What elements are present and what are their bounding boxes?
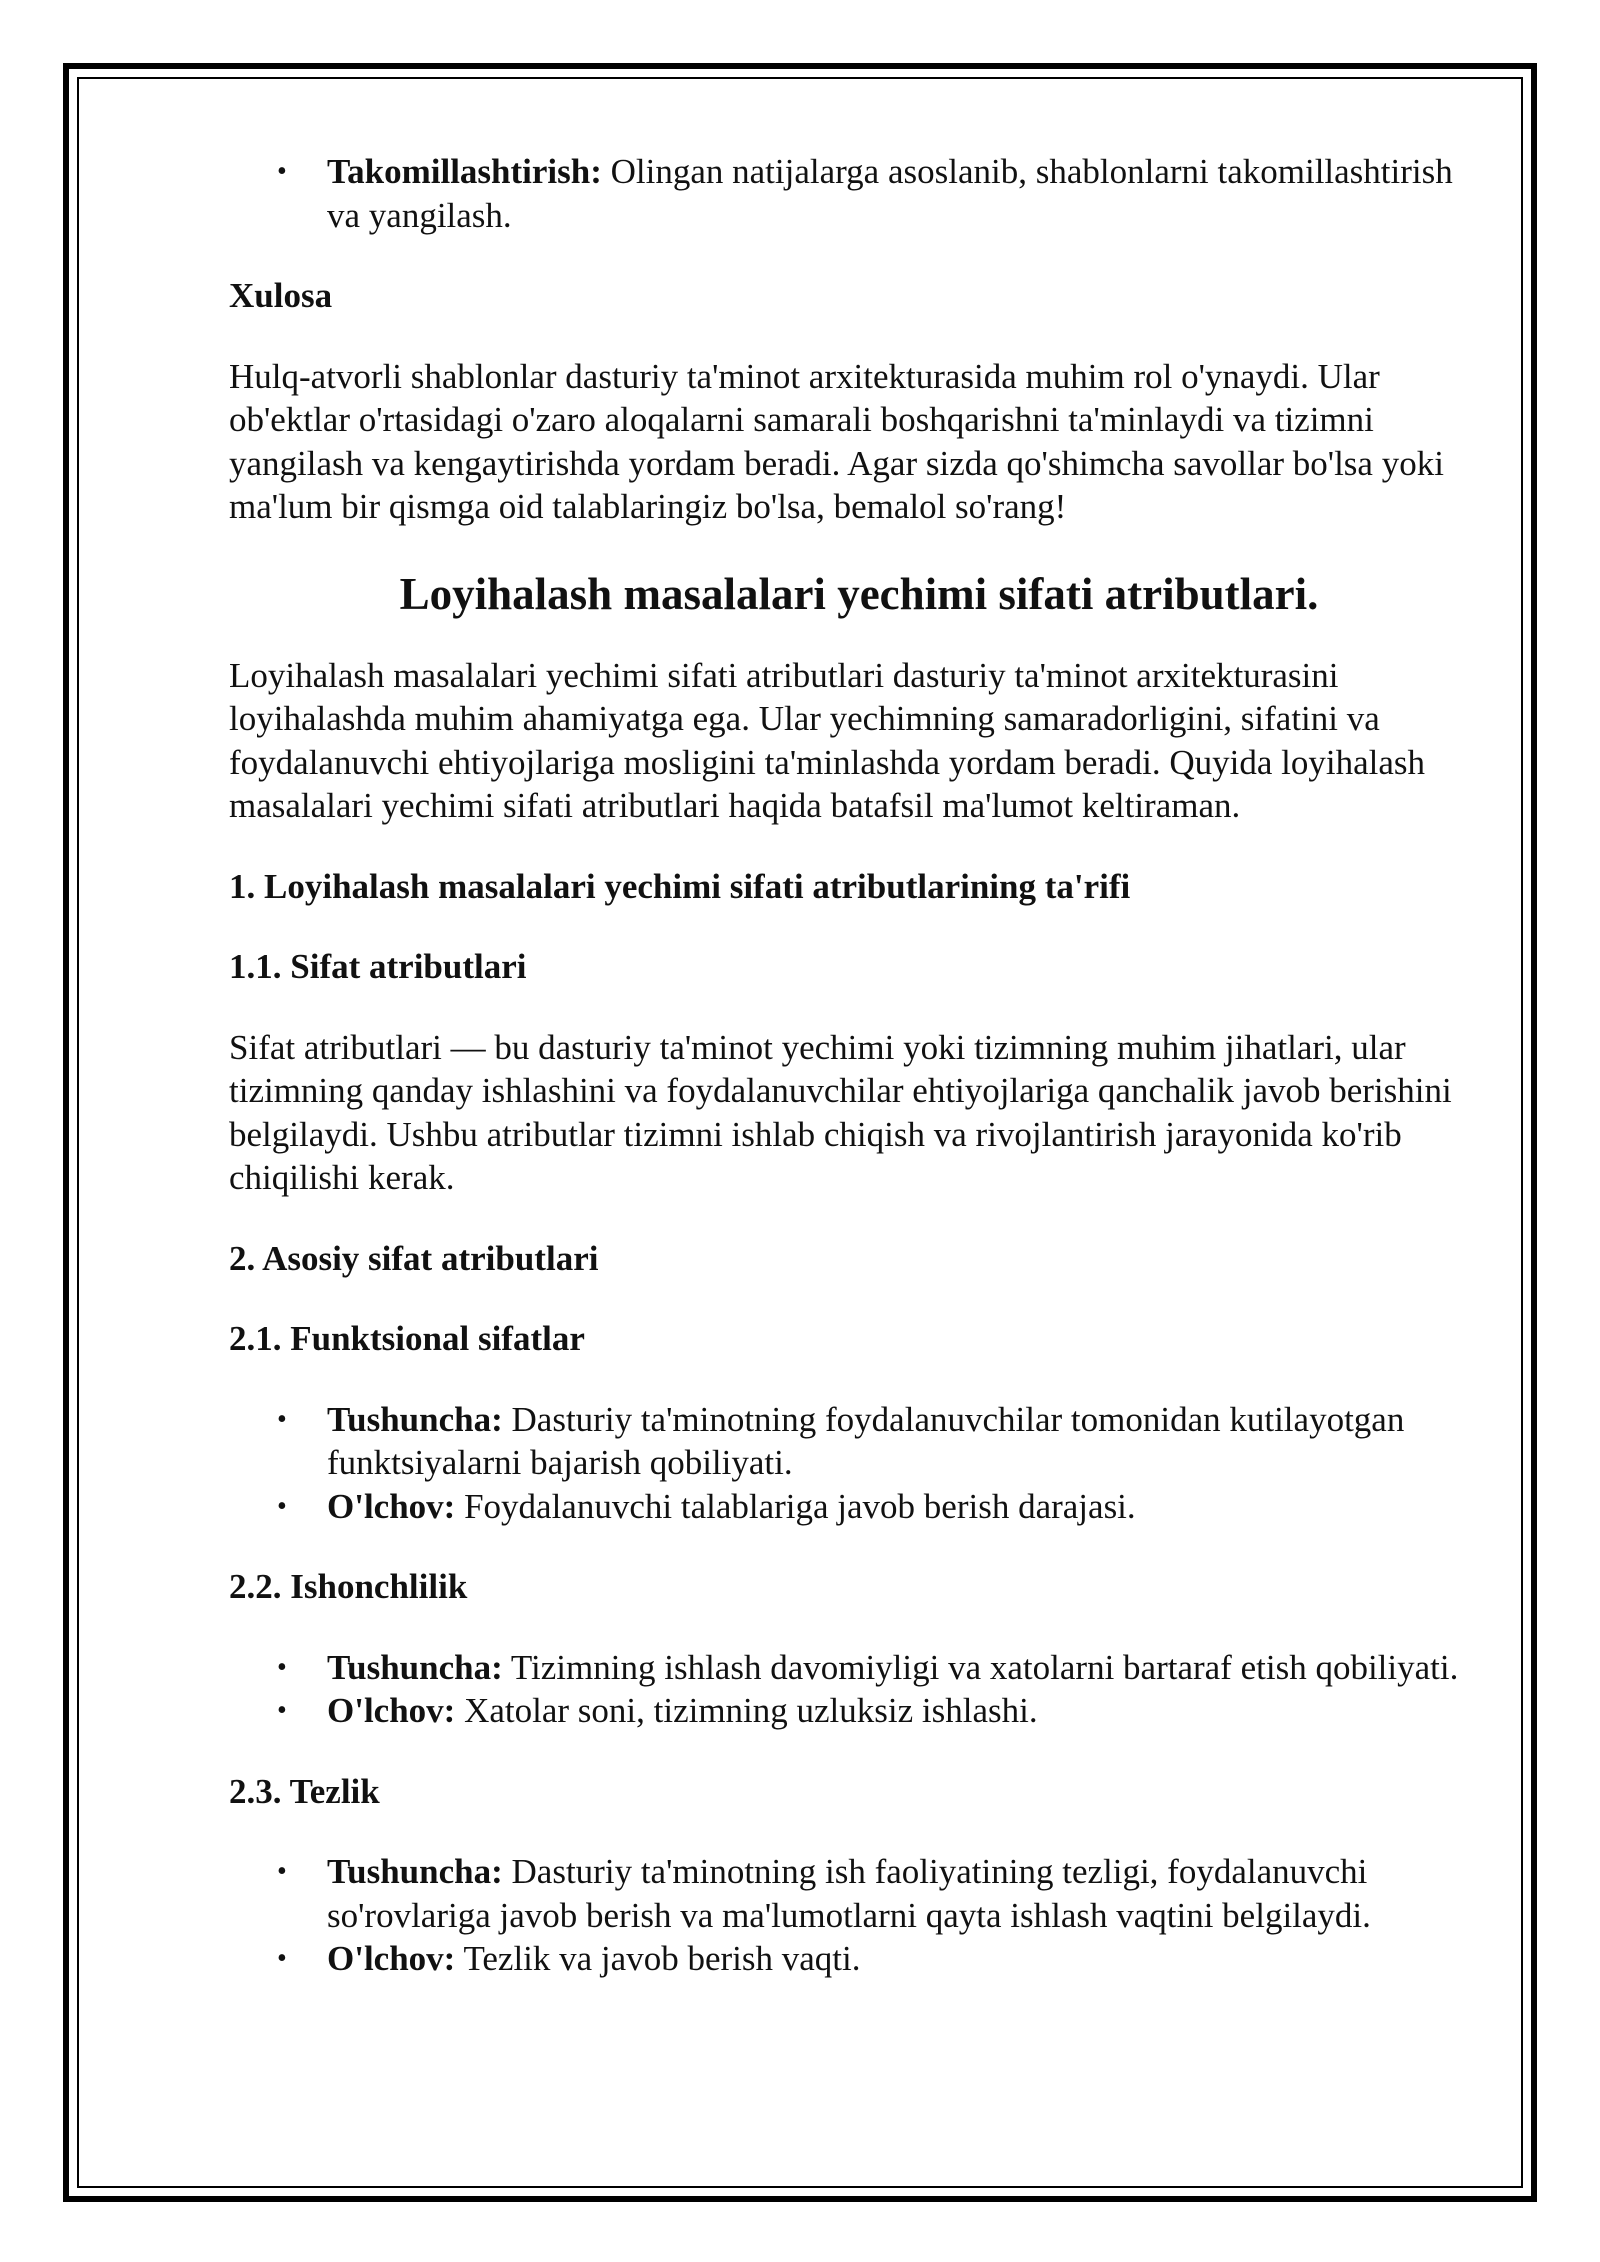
section-2-3-heading: 2.3. Tezlik <box>229 1771 380 1811</box>
section-2-2-heading: 2.2. Ishonchlilik <box>229 1567 468 1606</box>
list-item-term: Tushuncha: <box>327 1399 503 1439</box>
bullet-icon: • <box>277 1856 287 1887</box>
list-item-text: Dasturiy ta'minotning foydalanuvchilar tomonidan kutilayotgan funktsiyalarni bajarish qobiliyati. <box>327 1399 1405 1482</box>
list-item <box>229 1398 1489 1485</box>
list-item-text: Xatolar soni, tizimning uzluksiz ishlashi. <box>455 1691 1038 1730</box>
section-2-heading: 2. Asosiy sifat atributlari <box>229 1238 599 1278</box>
list-item-term: O'lchov: <box>327 1939 456 1978</box>
list-item-text: Dasturiy ta'minotning ish faoliyatining tezligi, foydalanuvchi so'rovlariga javob berish va ma'lumotlarni qayta ishlash vaqtini belgilaydi. <box>327 1852 1371 1935</box>
bullet-icon: • <box>277 1695 287 1726</box>
list-item <box>229 150 1489 237</box>
bullet-icon: • <box>277 1403 287 1435</box>
document-body <box>229 150 1489 2018</box>
bullet-icon: • <box>277 1943 287 1974</box>
bullet-icon: • <box>277 156 287 187</box>
list-item <box>229 1646 1489 1690</box>
list-item-text: Tezlik va javob berish vaqti. <box>455 1939 861 1978</box>
list-item-term: Takomillashtirish: <box>327 152 602 191</box>
list-item <box>229 1850 1489 1937</box>
page-title: Loyihalash masalalari yechimi sifati atributlari. <box>399 568 1319 619</box>
list-item <box>229 1937 1489 1981</box>
section-1-1-heading: 1.1. Sifat atributlari <box>229 947 527 986</box>
conclusion-paragraph: Hulq-atvorli shablonlar dasturiy ta'minot arxitekturasida muhim rol o'ynaydi. Ular ob'ektlar o'rtasidagi o'zaro aloqalarni samarali boshqarishni ta'minlaydi va tizimni yangilash va kengaytirishda yordam beradi. Agar sizda qo'shimcha savollar bo'lsa yoki ma'lum bir qismga oid talablaringiz bo'lsa, bemalol so'rang! <box>229 356 1444 526</box>
section-2-3-list <box>229 1850 1489 1981</box>
list-item <box>229 1689 1489 1733</box>
list-item-text: Tizimning ishlash davomiyligi va xatolarni bartaraf etish qobiliyati. <box>502 1647 1459 1687</box>
conclusion-heading: Xulosa <box>229 276 333 315</box>
section-2-1-list <box>229 1398 1489 1529</box>
section-1-1-paragraph: Sifat atributlari — bu dasturiy ta'minot yechimi yoki tizimning muhim jihatlari, ular tizimning qanday ishlashini va foydalanuvchilar ehtiyojlariga qanchalik javob berishini belgilaydi. Ushbu atributlar tizimni ishlab chiqish va rivojlantirish jarayonida ko'rib chiqilishi kerak. <box>229 1027 1452 1197</box>
list-item-term: O'lchov: <box>327 1486 456 1526</box>
section-2-2-list <box>229 1646 1489 1733</box>
top-bullet-list <box>229 150 1489 237</box>
section-1-heading: 1. Loyihalash masalalari yechimi sifati atributlarining ta'rifi <box>229 866 1131 906</box>
list-item <box>229 1485 1489 1529</box>
list-item-text: Foydalanuvchi talablariga javob berish darajasi. <box>455 1486 1136 1526</box>
section-2-1-heading: 2.1. Funktsional sifatlar <box>229 1319 585 1358</box>
intro-paragraph: Loyihalash masalalari yechimi sifati atributlari dasturiy ta'minot arxitekturasini loyihalashda muhim ahamiyatga ega. Ular yechimning samaradorligini, sifatini va foydalanuvchi ehtiyojlariga mosligini ta'minlashda yordam beradi. Quyida loyihalash masalalari yechimi sifati atributlari haqida batafsil ma'lumot keltiraman. <box>229 655 1426 825</box>
bullet-icon: • <box>277 1651 287 1683</box>
bullet-icon: • <box>277 1490 287 1522</box>
list-item-term: O'lchov: <box>327 1691 456 1730</box>
list-item-term: Tushuncha: <box>327 1647 503 1687</box>
list-item-text: Olingan natijalarga asoslanib, shablonlarni takomillashtirish va yangilash. <box>327 152 1453 235</box>
list-item-term: Tushuncha: <box>327 1852 503 1891</box>
